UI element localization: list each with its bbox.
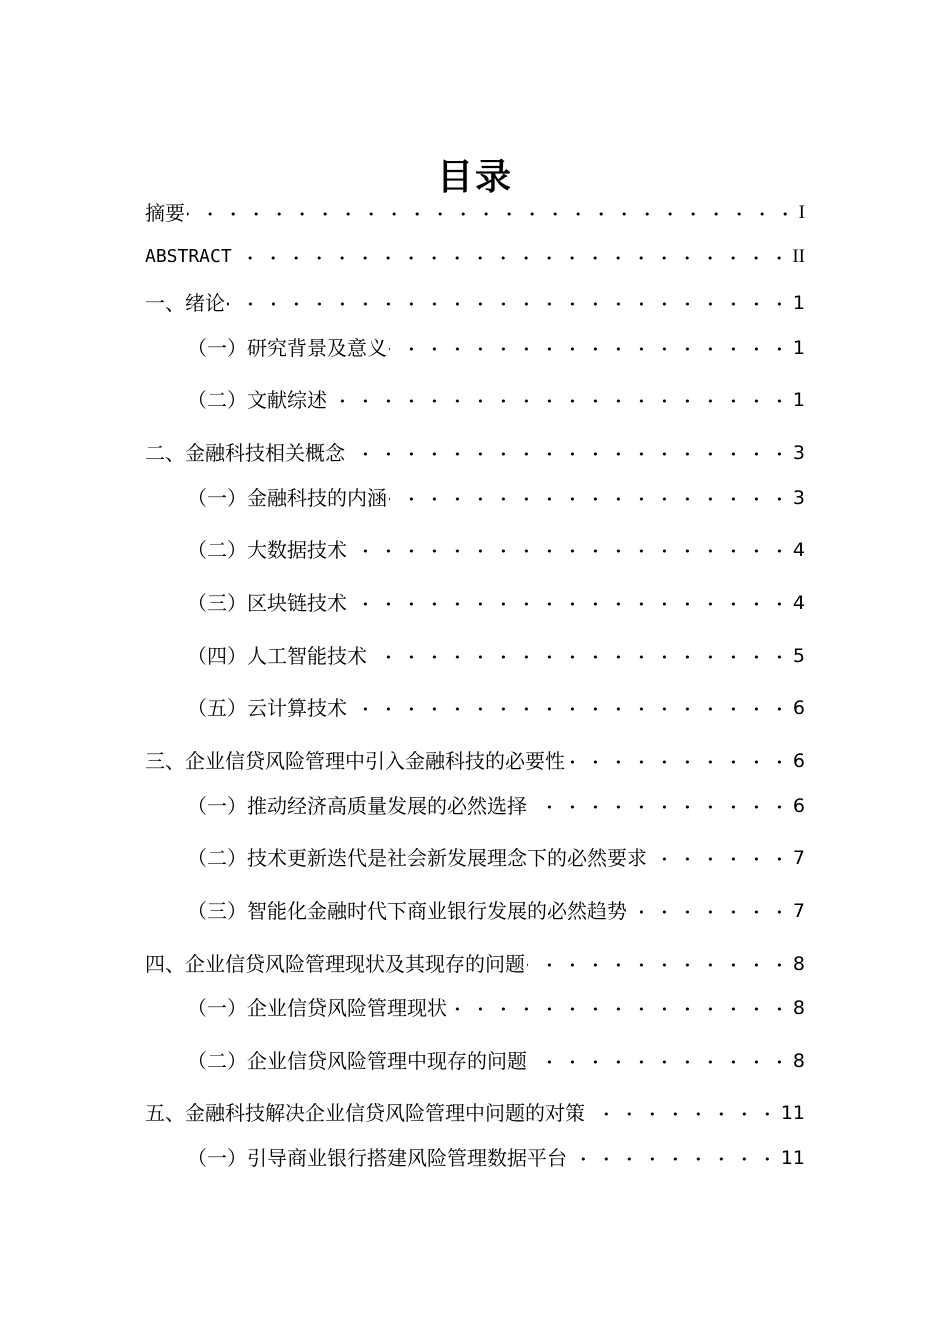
toc-leader-dots [349,535,791,565]
toc-entry-label: 一、绪论 [145,291,225,315]
toc-entry-label: （一）企业信贷风险管理现状 [187,996,447,1020]
toc-leader-dots [529,791,791,821]
toc-entry-page: 4 [792,539,805,561]
toc-leader-dots [529,1046,791,1076]
toc-entry-page: II [792,246,805,267]
toc-entry[interactable] [187,333,805,363]
toc-entry-page: 7 [792,900,805,922]
toc-entry-page: 8 [792,1050,805,1072]
toc-entry[interactable] [187,791,805,821]
toc-entry-label: （五）云计算技术 [187,696,347,720]
toc-entry-page: 1 [792,292,805,314]
toc-leader-dots [629,896,791,926]
toc-entry[interactable] [187,1143,805,1173]
toc-entry[interactable] [187,693,805,723]
toc-entry-page: 3 [792,442,805,464]
toc-entry-label: 五、金融科技解决企业信贷风险管理中问题的对策 [145,1101,585,1125]
toc-leader-dots [347,438,791,468]
toc-entry[interactable] [187,483,805,513]
toc-entry-label: （二）技术更新迭代是社会新发展理念下的必然要求 [187,846,647,870]
page-title: 目录 [436,157,513,199]
toc-entry-label: （一）金融科技的内涵 [187,486,387,510]
toc-entry-label: （二）文献综述 [187,388,327,412]
toc-entry-page: 1 [792,337,805,359]
toc-entry-label: 三、企业信贷风险管理中引入金融科技的必要性 [145,749,565,773]
toc-entry[interactable] [145,198,805,228]
toc-entry[interactable] [187,385,805,415]
toc-entry-page: 3 [792,487,805,509]
toc-leader-dots [187,198,797,228]
toc-entry-page: 6 [792,795,805,817]
toc-entry[interactable] [145,438,805,468]
toc-entry-label: （一）研究背景及意义 [187,336,387,360]
toc-leader-dots [369,641,791,671]
toc-entry-label: （一）推动经济高质量发展的必然选择 [187,794,527,818]
toc-entry[interactable] [145,949,805,979]
toc-leader-dots [649,843,791,873]
toc-leader-dots [527,949,791,979]
toc-leader-dots [349,588,791,618]
toc-entry-page: 5 [792,645,805,667]
toc-entry[interactable] [145,242,805,272]
toc-entry-page: 8 [792,953,805,975]
toc-entry-label: 二、金融科技相关概念 [145,441,345,465]
toc-leader-dots [349,693,791,723]
toc-entry-page: 11 [780,1147,805,1169]
toc-entry-page: 6 [792,697,805,719]
toc-entry-label: （三）智能化金融时代下商业银行发展的必然趋势 [187,899,627,923]
toc-entry[interactable] [145,288,805,318]
toc-entry[interactable] [187,896,805,926]
toc-entry-label: （二）企业信贷风险管理中现存的问题 [187,1049,527,1073]
toc-entry-label: 摘要 [145,201,185,225]
toc-entry-page: I [798,202,805,223]
toc-leader-dots [389,483,791,513]
toc-entry[interactable] [187,588,805,618]
toc-entry[interactable] [187,993,805,1023]
toc-entry-page: 7 [792,847,805,869]
toc-entry[interactable] [187,1046,805,1076]
toc-leader-dots [449,993,791,1023]
toc-leader-dots [389,333,791,363]
toc-leader-dots [329,385,791,415]
toc-entry-label: （二）大数据技术 [187,538,347,562]
toc-entry-label: （一）引导商业银行搭建风险管理数据平台 [187,1146,567,1170]
toc-leader-dots [227,288,791,318]
toc-entry-label: ABSTRACT [145,246,232,267]
toc-leader-dots [587,1098,779,1128]
toc-leader-dots [569,1143,779,1173]
toc-entry[interactable] [187,641,805,671]
toc-leader-dots [567,746,791,776]
toc-entry-page: 1 [792,389,805,411]
toc-entry-page: 6 [792,750,805,772]
toc-entry-label: （四）人工智能技术 [187,644,367,668]
toc-entry[interactable] [187,843,805,873]
toc-entry-page: 11 [780,1102,805,1124]
toc-entry[interactable] [187,535,805,565]
toc-entry-page: 8 [792,997,805,1019]
toc-entry-label: （三）区块链技术 [187,591,347,615]
toc-entry[interactable] [145,1098,805,1128]
toc-entry[interactable] [145,746,805,776]
toc-leader-dots [234,242,791,272]
toc-entry-label: 四、企业信贷风险管理现状及其现存的问题 [145,952,525,976]
toc-entry-page: 4 [792,592,805,614]
